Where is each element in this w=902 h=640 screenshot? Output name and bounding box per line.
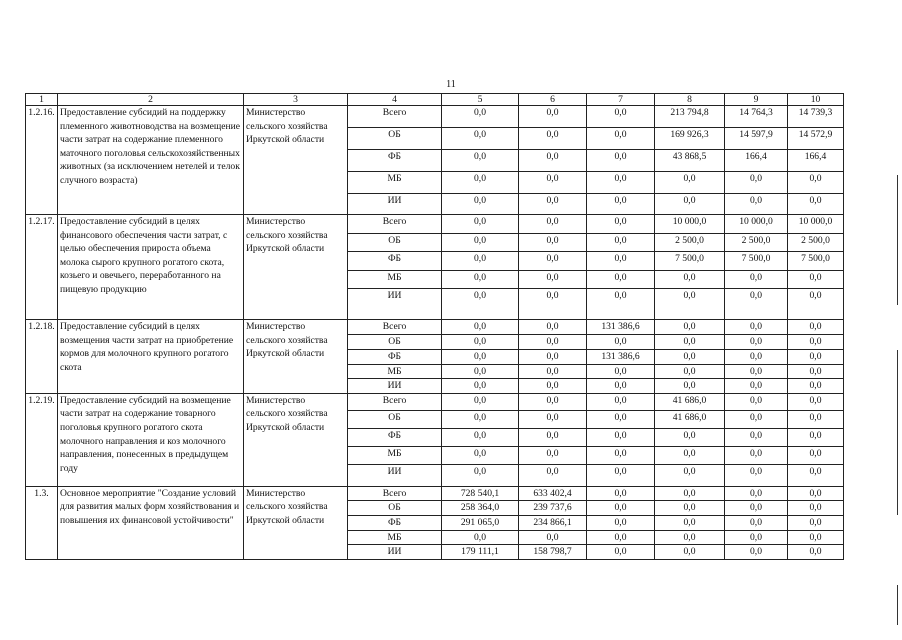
- amount-cell: 0,0: [725, 289, 788, 320]
- funding-source: ОБ: [348, 335, 442, 350]
- funding-source: ИИ: [348, 545, 442, 560]
- amount-cell: 14 739,3: [788, 106, 844, 128]
- amount-cell: 0,0: [725, 410, 788, 428]
- funding-source: ОБ: [348, 410, 442, 428]
- amount-cell: 291 065,0: [442, 515, 519, 530]
- amount-cell: 0,0: [519, 464, 587, 486]
- amount-cell: 169 926,3: [655, 128, 725, 150]
- column-header: 4: [348, 94, 442, 106]
- amount-cell: 0,0: [442, 446, 519, 464]
- row-number: 1.2.16.: [26, 106, 58, 215]
- amount-cell: 0,0: [725, 335, 788, 350]
- table-row: [26, 320, 844, 335]
- amount-cell: 158 798,7: [519, 545, 587, 560]
- amount-cell: 0,0: [788, 501, 844, 516]
- amount-cell: 0,0: [725, 446, 788, 464]
- amount-cell: 131 386,6: [587, 349, 655, 364]
- amount-cell: 7 500,0: [655, 252, 725, 271]
- column-header: 6: [519, 94, 587, 106]
- amount-cell: 0,0: [655, 172, 725, 194]
- amount-cell: 0,0: [519, 393, 587, 410]
- amount-cell: 0,0: [788, 172, 844, 194]
- amount-cell: 2 500,0: [725, 234, 788, 252]
- amount-cell: 0,0: [587, 428, 655, 446]
- funding-source: МБ: [348, 446, 442, 464]
- amount-cell: 0,0: [442, 194, 519, 215]
- amount-cell: 0,0: [788, 335, 844, 350]
- amount-cell: 0,0: [519, 289, 587, 320]
- amount-cell: 166,4: [725, 150, 788, 172]
- page-edge-line: [897, 350, 898, 515]
- amount-cell: 0,0: [788, 545, 844, 560]
- page-edge-line: [897, 175, 898, 305]
- amount-cell: 0,0: [519, 335, 587, 350]
- amount-cell: 0,0: [587, 234, 655, 252]
- executor: Министерство сельского хозяйства Иркутской области: [244, 215, 348, 320]
- amount-cell: 0,0: [725, 530, 788, 545]
- amount-cell: 0,0: [725, 545, 788, 560]
- column-header: 7: [587, 94, 655, 106]
- amount-cell: 0,0: [519, 349, 587, 364]
- amount-cell: 7 500,0: [725, 252, 788, 271]
- amount-cell: 0,0: [442, 364, 519, 379]
- measure-description: Предоставление субсидий на возмещение части затрат на содержание товарного поголовья крупного рогатого скота молочного направления и коз молочного направления, понесенных в предыдущем году: [58, 393, 244, 486]
- amount-cell: 0,0: [442, 335, 519, 350]
- amount-cell: 0,0: [442, 271, 519, 289]
- funding-source: МБ: [348, 172, 442, 194]
- amount-cell: 7 500,0: [788, 252, 844, 271]
- amount-cell: 0,0: [788, 379, 844, 394]
- amount-cell: 0,0: [519, 379, 587, 394]
- amount-cell: 0,0: [587, 410, 655, 428]
- amount-cell: 0,0: [788, 393, 844, 410]
- row-number: 1.2.18.: [26, 320, 58, 394]
- amount-cell: 0,0: [587, 545, 655, 560]
- amount-cell: 0,0: [587, 150, 655, 172]
- measure-description: Предоставление субсидий в целях возмещения части затрат на приобретение кормов для молочного крупного рогатого скота: [58, 320, 244, 394]
- funding-source: ФБ: [348, 515, 442, 530]
- table-row: [26, 486, 844, 501]
- amount-cell: 0,0: [655, 530, 725, 545]
- amount-cell: 0,0: [655, 271, 725, 289]
- funding-source: ИИ: [348, 379, 442, 394]
- amount-cell: 0,0: [655, 379, 725, 394]
- funding-source: Всего: [348, 486, 442, 501]
- amount-cell: 0,0: [655, 428, 725, 446]
- amount-cell: 0,0: [442, 530, 519, 545]
- amount-cell: 0,0: [788, 320, 844, 335]
- funding-source: ФБ: [348, 428, 442, 446]
- amount-cell: 0,0: [788, 515, 844, 530]
- amount-cell: 0,0: [519, 428, 587, 446]
- amount-cell: 0,0: [442, 215, 519, 234]
- amount-cell: 0,0: [725, 464, 788, 486]
- amount-cell: 0,0: [725, 271, 788, 289]
- amount-cell: 0,0: [587, 106, 655, 128]
- amount-cell: 0,0: [725, 515, 788, 530]
- amount-cell: 14 597,9: [725, 128, 788, 150]
- funding-source: МБ: [348, 364, 442, 379]
- funding-source: Всего: [348, 106, 442, 128]
- funding-source: ОБ: [348, 234, 442, 252]
- amount-cell: 0,0: [442, 172, 519, 194]
- amount-cell: 0,0: [587, 379, 655, 394]
- amount-cell: 2 500,0: [655, 234, 725, 252]
- amount-cell: 0,0: [519, 194, 587, 215]
- funding-source: ФБ: [348, 349, 442, 364]
- amount-cell: 239 737,6: [519, 501, 587, 516]
- amount-cell: 0,0: [788, 194, 844, 215]
- amount-cell: 10 000,0: [725, 215, 788, 234]
- amount-cell: 166,4: [788, 150, 844, 172]
- measure-description: Предоставление субсидий в целях финансового обеспечения части затрат, с целью обеспечения прироста объема молока сырого крупного рогатого скота, козьего и овечьего, переработанного на пищевую продукцию: [58, 215, 244, 320]
- amount-cell: 0,0: [442, 128, 519, 150]
- amount-cell: 0,0: [442, 428, 519, 446]
- amount-cell: 0,0: [442, 464, 519, 486]
- funding-source: ИИ: [348, 464, 442, 486]
- amount-cell: 0,0: [725, 428, 788, 446]
- column-header: 9: [725, 94, 788, 106]
- amount-cell: 0,0: [655, 446, 725, 464]
- amount-cell: 0,0: [725, 379, 788, 394]
- amount-cell: 0,0: [587, 486, 655, 501]
- amount-cell: 0,0: [788, 428, 844, 446]
- measure-description: Предоставление субсидий на поддержку племенного животноводства на возмещение части затрат на содержание племенного маточного поголовья сельскохозяйственных животных (за исключением нетелей и телок случного возраста): [58, 106, 244, 215]
- amount-cell: 0,0: [655, 501, 725, 516]
- amount-cell: 0,0: [655, 289, 725, 320]
- measure-description: Основное мероприятие "Создание условий для развития малых форм хозяйствования и повышения их финансовой устойчивости": [58, 486, 244, 559]
- funding-source: МБ: [348, 271, 442, 289]
- column-header: 10: [788, 94, 844, 106]
- funding-source: ИИ: [348, 289, 442, 320]
- amount-cell: 0,0: [655, 464, 725, 486]
- funding-source: МБ: [348, 530, 442, 545]
- amount-cell: 0,0: [519, 271, 587, 289]
- amount-cell: 41 686,0: [655, 410, 725, 428]
- amount-cell: 0,0: [655, 364, 725, 379]
- amount-cell: 633 402,4: [519, 486, 587, 501]
- amount-cell: 0,0: [788, 410, 844, 428]
- amount-cell: 0,0: [655, 320, 725, 335]
- column-header: 8: [655, 94, 725, 106]
- column-header: 1: [26, 94, 58, 106]
- row-number: 1.2.17.: [26, 215, 58, 320]
- amount-cell: 0,0: [442, 320, 519, 335]
- amount-cell: 0,0: [587, 172, 655, 194]
- amount-cell: 10 000,0: [655, 215, 725, 234]
- amount-cell: 0,0: [587, 446, 655, 464]
- amount-cell: 0,0: [442, 106, 519, 128]
- amount-cell: 41 686,0: [655, 393, 725, 410]
- budget-table: [25, 93, 844, 560]
- funding-source: ОБ: [348, 128, 442, 150]
- amount-cell: 0,0: [788, 289, 844, 320]
- amount-cell: 0,0: [587, 271, 655, 289]
- header-row: [26, 94, 844, 106]
- amount-cell: 0,0: [788, 364, 844, 379]
- amount-cell: 0,0: [519, 252, 587, 271]
- amount-cell: 0,0: [655, 194, 725, 215]
- funding-source: ОБ: [348, 501, 442, 516]
- executor: Министерство сельского хозяйства Иркутской области: [244, 393, 348, 486]
- amount-cell: 0,0: [587, 289, 655, 320]
- executor: Министерство сельского хозяйства Иркутской области: [244, 486, 348, 559]
- amount-cell: 0,0: [655, 545, 725, 560]
- amount-cell: 43 868,5: [655, 150, 725, 172]
- amount-cell: 0,0: [442, 234, 519, 252]
- amount-cell: 0,0: [519, 234, 587, 252]
- amount-cell: 0,0: [725, 194, 788, 215]
- amount-cell: 0,0: [655, 486, 725, 501]
- amount-cell: 0,0: [587, 252, 655, 271]
- row-number: 1.3.: [26, 486, 58, 559]
- amount-cell: 0,0: [442, 289, 519, 320]
- amount-cell: 234 866,1: [519, 515, 587, 530]
- amount-cell: 0,0: [587, 215, 655, 234]
- amount-cell: 0,0: [788, 349, 844, 364]
- table-row: [26, 106, 844, 128]
- amount-cell: 0,0: [587, 364, 655, 379]
- amount-cell: 0,0: [655, 515, 725, 530]
- amount-cell: 0,0: [655, 349, 725, 364]
- amount-cell: 0,0: [725, 486, 788, 501]
- amount-cell: 0,0: [587, 393, 655, 410]
- amount-cell: 0,0: [725, 320, 788, 335]
- amount-cell: 10 000,0: [788, 215, 844, 234]
- amount-cell: 0,0: [788, 464, 844, 486]
- funding-source: Всего: [348, 320, 442, 335]
- column-header: 2: [58, 94, 244, 106]
- amount-cell: 258 364,0: [442, 501, 519, 516]
- amount-cell: 0,0: [725, 364, 788, 379]
- amount-cell: 0,0: [587, 530, 655, 545]
- executor: Министерство сельского хозяйства Иркутской области: [244, 320, 348, 394]
- amount-cell: 0,0: [519, 172, 587, 194]
- amount-cell: 0,0: [725, 349, 788, 364]
- amount-cell: 0,0: [788, 486, 844, 501]
- amount-cell: 0,0: [655, 335, 725, 350]
- amount-cell: 14 572,9: [788, 128, 844, 150]
- column-header: 5: [442, 94, 519, 106]
- amount-cell: 14 764,3: [725, 106, 788, 128]
- amount-cell: 0,0: [788, 530, 844, 545]
- amount-cell: 0,0: [725, 501, 788, 516]
- amount-cell: 0,0: [442, 349, 519, 364]
- amount-cell: 0,0: [519, 150, 587, 172]
- amount-cell: 0,0: [788, 271, 844, 289]
- amount-cell: 0,0: [519, 106, 587, 128]
- amount-cell: 0,0: [587, 501, 655, 516]
- amount-cell: 2 500,0: [788, 234, 844, 252]
- amount-cell: 0,0: [587, 194, 655, 215]
- funding-source: ФБ: [348, 252, 442, 271]
- amount-cell: 213 794,8: [655, 106, 725, 128]
- amount-cell: 0,0: [725, 172, 788, 194]
- amount-cell: 0,0: [442, 252, 519, 271]
- amount-cell: 0,0: [442, 379, 519, 394]
- table-row: [26, 393, 844, 410]
- amount-cell: 0,0: [587, 335, 655, 350]
- amount-cell: 0,0: [519, 446, 587, 464]
- amount-cell: 0,0: [725, 393, 788, 410]
- amount-cell: 0,0: [519, 530, 587, 545]
- row-number: 1.2.19.: [26, 393, 58, 486]
- amount-cell: 0,0: [587, 464, 655, 486]
- page-edge-line: [897, 585, 898, 625]
- funding-source: Всего: [348, 215, 442, 234]
- amount-cell: 0,0: [587, 515, 655, 530]
- amount-cell: 0,0: [519, 364, 587, 379]
- executor: Министерство сельского хозяйства Иркутской области: [244, 106, 348, 215]
- column-header: 3: [244, 94, 348, 106]
- amount-cell: 0,0: [788, 446, 844, 464]
- amount-cell: 0,0: [519, 320, 587, 335]
- amount-cell: 728 540,1: [442, 486, 519, 501]
- funding-source: Всего: [348, 393, 442, 410]
- amount-cell: 0,0: [442, 150, 519, 172]
- amount-cell: 179 111,1: [442, 545, 519, 560]
- funding-source: ФБ: [348, 150, 442, 172]
- amount-cell: 0,0: [519, 215, 587, 234]
- amount-cell: 0,0: [587, 128, 655, 150]
- amount-cell: 131 386,6: [587, 320, 655, 335]
- table-row: [26, 215, 844, 234]
- amount-cell: 0,0: [442, 393, 519, 410]
- amount-cell: 0,0: [519, 410, 587, 428]
- page-number: 11: [446, 79, 456, 90]
- funding-source: ИИ: [348, 194, 442, 215]
- amount-cell: 0,0: [442, 410, 519, 428]
- amount-cell: 0,0: [519, 128, 587, 150]
